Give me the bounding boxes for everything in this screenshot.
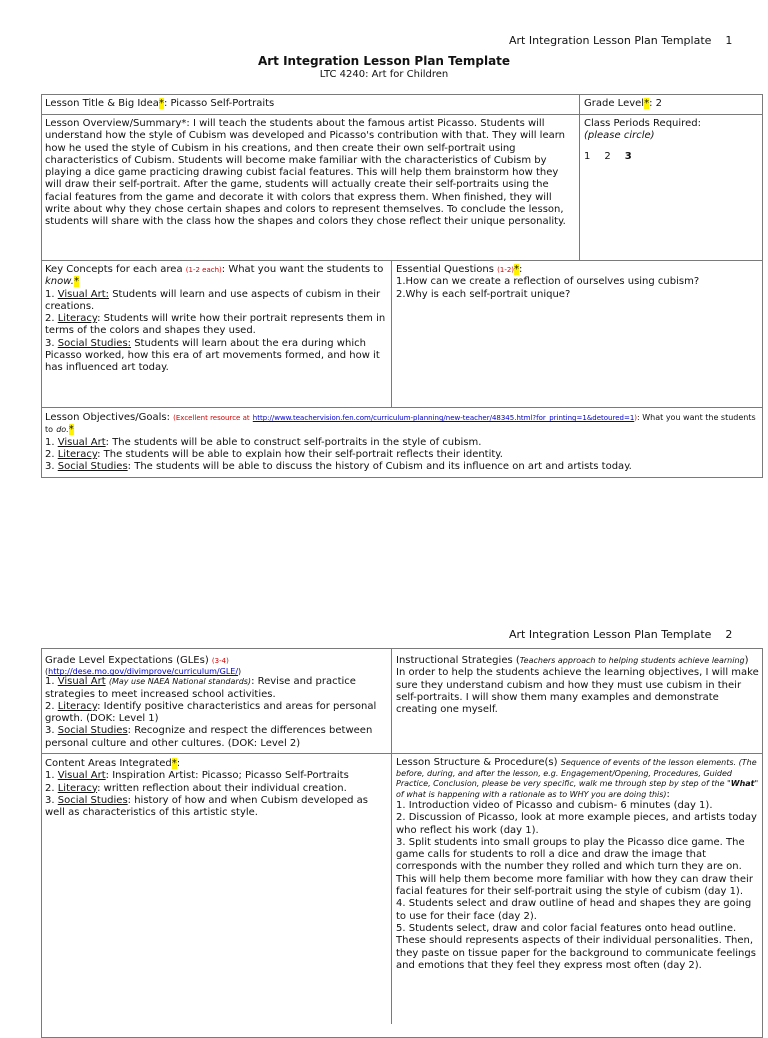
procedure-step: 1. Introduction video of Picasso and cubism- 6 minutes (day 1). (396, 800, 713, 811)
lesson-objectives-cell: Lesson Objectives/Goals: (Excellent resource at http://www.teachervision.fen.com/curriculum-planning/new-teacher/48345.html?for_printing=1&detoured=1): What you want the students to do.* 1. Visual Art: The students will be able to construct self-portraits in the style of cubism. 2. Literacy: The students will be able to explain how their self-portrait reflects their identity. 3. Social Studies: The students will be able to discuss the history of Cubism and its influence on art and artists today. (45, 412, 756, 473)
procedure-step: 2. Discussion of Picasso, look at more example pieces, and artists today who reflect his work (day 1). (396, 812, 757, 836)
lesson-overview-cell: Lesson Overview/Summary*: I will teach the students about the famous artist Picasso. Students will understand how the style of Cubism was developed and Picasso's contribution with that. They will learn how he used the style of Cubism in his creations, and then create their own self-portrait using characteristics of Cubism. Students will become make familiar with the characteristics of Cubism by playing a dice game practicing drawing cubist facial features. This will help them brainstorm how they will draw their self-portrait. After the game, students will actually create their self-portraits using the facial features from the game and decorate it with colors that express them. When finished, they will write about why they chose certain shapes and colors to represent themselves. To conclude the lesson, students will share with the class how the shapes and colors they chose reflect their unique personality. (45, 118, 566, 228)
instructional-strategies-cell: Instructional Strategies (Teachers approach to helping students achieve learning) In order to help the students achieve the learning objectives, I will make sure they understand cubism and how they must use cubism in their self-portraits. I will show them many examples and demonstrate creating one myself. (396, 655, 759, 716)
grade-level-cell: Grade Level*: 2 (584, 98, 662, 109)
grade-level-expectations-cell: Grade Level Expectations (GLEs) (3-4) (http://dese.mo.gov/divimprove/curriculum/GLE/) 1. Visual Art (May use NAEA National standards): Revise and practice strategies to meet increased school activities. 2. Literacy: Identify positive characteristics and areas for personal growth. (DOK: Level 1) 3. Social Studies: Recognize and respect the differences between personal culture and other cultures. (DOK: Level 2) (45, 655, 377, 749)
procedure-step: 5. Students select, draw and color facial features onto head outline. These should represents aspects of their individual personalities. Then, they paste on tissue paper for the background to communicate feelings and emotions that they feel they express most often (day 2). (396, 922, 756, 971)
period-option: 1 (584, 150, 591, 162)
class-periods-cell: Class Periods Required: (please circle) 1 2 3 (580, 116, 763, 260)
running-header-page-2: Art Integration Lesson Plan Template 2 (509, 628, 733, 641)
page-number: 2 (725, 628, 733, 641)
procedure-step: 4. Students select and draw outline of head and shapes they are going to use for their face (day 2). (396, 898, 752, 922)
lesson-structure-cell: Lesson Structure & Procedure(s) Sequence of events of the lesson elements. (The before, during, and after the lesson, e.g. Engagement/Opening, Procedures, Guided Practice, Conclusion, please be very specific, walk me through step by step of the "What" of what is happening with a rationale as to WHY you are doing this): 1. Introduction video of Picasso and cubism- 6 minutes (day 1). 2. Discussion of Picasso, look at more example pieces, and artists today who reflect his work (day 1). 3. Split students into small groups to play the Picasso dice game. The game calls for students to roll a dice and draw the image that corresponds with the number they rolled and which turn they are on. This will help them become more familiar with how they can draw their facial features for their self-portrait using the style of cubism (day 1). 4. Students select and draw outline of head and shapes they are going to use for their face (day 2). 5. Students select, draw and color facial features onto head outline. These should represents aspects of their individual personalities. Then, they paste on tissue paper for the background to communicate feelings and emotions that they feel they express most often (day 2). (396, 757, 759, 971)
lesson-title-cell: Lesson Title & Big Idea*: Picasso Self-Portraits (45, 98, 275, 109)
procedure-step: 3. Split students into small groups to play the Picasso dice game. The game calls for students to roll a dice and draw the image that corresponds with the number they rolled and which turn they are on. This will help them become more familiar with how they can draw their facial features for their self-portrait using the style of cubism (day 1). (396, 836, 753, 898)
essential-questions-cell: Essential Questions (1-2)*: 1.How can we create a reflection of ourselves using cubism? 2.Why is each self-portrait unique? (396, 264, 700, 300)
running-header: Art Integration Lesson Plan Template 1 (509, 34, 733, 47)
class-periods-options (584, 151, 759, 163)
document-title: Art Integration Lesson Plan Template (257, 54, 511, 68)
period-option: 2 (604, 150, 611, 162)
objectives-resource-link[interactable]: http://www.teachervision.fen.com/curriculum-planning/new-teacher/48345.html?for_printing=1&detoured=1 (252, 414, 635, 422)
period-option-selected: 3 (624, 150, 632, 162)
content-areas-cell: Content Areas Integrated*: 1. Visual Art: Inspiration Artist: Picasso; Picasso Self-Portraits 2. Literacy: written reflection about their individual creation. 3. Social Studies: history of how and when Cubism developed as well as characteristics of this artistic style. (45, 758, 368, 819)
document-subtitle: LTC 4240: Art for Children (319, 69, 449, 80)
key-concepts-cell: Key Concepts for each area (1-2 each): What you want the students to know.* 1. Visual Art: Students will learn and use aspects of cubism in their creations. 2. Literacy: Students will write how their portrait represents them in terms of the colors and shapes they used. 3. Social Studies: Students will learn about the era during which Picasso worked, how this era of art movements formed, and how it has influenced art today. (45, 264, 386, 374)
page-number: 1 (725, 34, 733, 47)
gle-link[interactable]: http://dese.mo.gov/divimprove/curriculum/GLE/ (48, 667, 239, 677)
